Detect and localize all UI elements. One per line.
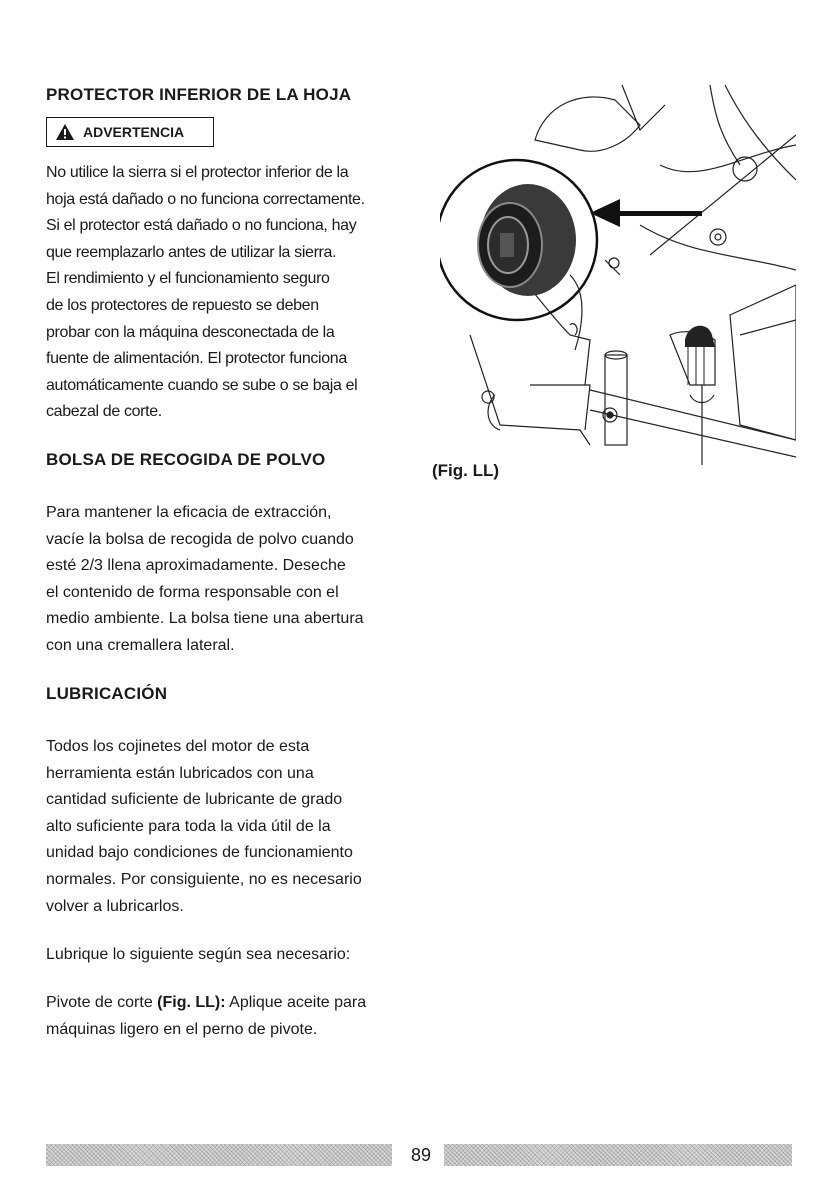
lubrication-note: Lubrique lo siguiente según sea necesario: bbox=[46, 946, 351, 963]
text-line: Todos los cojinetes del motor de esta bbox=[46, 738, 310, 755]
pivot-text: máquinas ligero en el perno de pivote. bbox=[46, 1020, 318, 1038]
footer-band-left bbox=[46, 1144, 392, 1166]
pivot-knob bbox=[478, 184, 576, 296]
text-line: alto suficiente para toda la vida útil de la bbox=[46, 817, 331, 835]
miter-saw-pivot-illustration bbox=[440, 85, 796, 465]
warning-box bbox=[46, 117, 214, 147]
pivot-instruction bbox=[46, 990, 426, 1043]
text-line: cabezal de corte. bbox=[46, 403, 162, 421]
warning-label: ADVERTENCIA bbox=[83, 124, 185, 140]
text-line: vacíe la bolsa de recogida de polvo cuando bbox=[46, 530, 354, 548]
text-line: volver a lubricarlos. bbox=[46, 897, 184, 915]
pivot-label: Pivote de corte bbox=[46, 994, 158, 1011]
text-line: Si el protector está dañado o no funciona, hay bbox=[46, 217, 357, 235]
text-line: automáticamente cuando se sube o se baja el bbox=[46, 376, 358, 394]
figure-caption: (Fig. LL) bbox=[432, 461, 500, 480]
text-line: normales. Por consiguiente, no es necesario bbox=[46, 870, 362, 888]
text-line: El rendimiento y el funcionamiento seguro bbox=[46, 270, 330, 288]
text-line: cantidad suficiente de lubricante de grado bbox=[46, 791, 343, 809]
arrow-icon bbox=[590, 199, 702, 227]
text-line: que reemplazarlo antes de utilizar la sierra. bbox=[46, 243, 337, 261]
text-line: de los protectores de repuesto se deben bbox=[46, 296, 319, 314]
footer-band-right bbox=[444, 1144, 792, 1166]
dust-bag-paragraph bbox=[46, 500, 426, 660]
text-line: fuente de alimentación. El protector funciona bbox=[46, 350, 347, 368]
lubrication-paragraph bbox=[46, 734, 426, 920]
figure-reference: (Fig. LL): bbox=[157, 994, 226, 1011]
page-number: 89 bbox=[410, 1145, 432, 1165]
text-line: unidad bajo condiciones de funcionamiento bbox=[46, 844, 353, 862]
text-line: No utilice la sierra si el protector inferior de la bbox=[46, 164, 349, 181]
text-line: con una cremallera lateral. bbox=[46, 636, 235, 654]
pivot-text: Aplique aceite para bbox=[225, 994, 367, 1011]
warning-triangle-icon bbox=[55, 123, 75, 141]
text-line: esté 2/3 llena aproximadamente. Deseche bbox=[46, 557, 346, 575]
text-line: hoja está dañado o no funciona correctamente. bbox=[46, 190, 365, 208]
text-line: probar con la máquina desconectada de la bbox=[46, 323, 335, 341]
text-line: medio ambiente. La bolsa tiene una abertura bbox=[46, 610, 364, 628]
text-line: el contenido de forma responsable con el bbox=[46, 583, 339, 601]
section-heading-dust-bag: BOLSA DE RECOGIDA DE POLVO bbox=[46, 450, 326, 469]
blade-guard-paragraph bbox=[46, 160, 426, 426]
text-line: Para mantener la eficacia de extracción, bbox=[46, 504, 332, 521]
section-heading-lubrication: LUBRICACIÓN bbox=[46, 684, 168, 703]
text-line: herramienta están lubricados con una bbox=[46, 764, 314, 782]
section-heading-blade-guard: PROTECTOR INFERIOR DE LA HOJA bbox=[46, 85, 352, 104]
